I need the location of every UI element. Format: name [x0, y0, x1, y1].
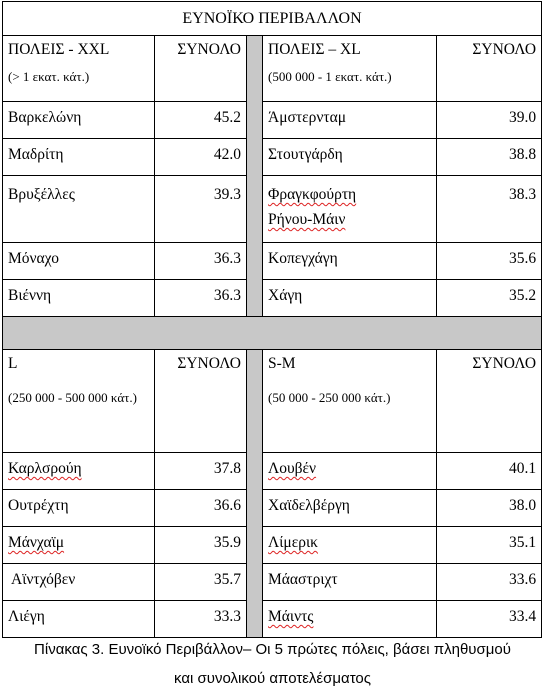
gray-separator-band	[3, 317, 542, 350]
value-cell: 39.0	[437, 102, 542, 139]
table-caption-line-2: και συνολικού αποτελέσματος	[174, 670, 371, 687]
city-cell: Βρυξέλλες	[3, 176, 155, 243]
value-cell: 35.2	[437, 280, 542, 317]
value-cell: 38.3	[437, 176, 542, 243]
city-cell: Ουτρέχτη	[3, 490, 155, 527]
city-cell: Μάαστριχτ	[263, 564, 437, 601]
city-cell: Βαρκελώνη	[3, 102, 155, 139]
value-cell: 42.0	[155, 139, 247, 176]
city-cell: Βιέννη	[3, 280, 155, 317]
city-line-1: Φραγκφούρτη	[268, 186, 357, 203]
city-cell: Μάνχαϊμ	[3, 527, 155, 564]
range-sm: (50 000 - 250 000 κάτ.)	[268, 390, 391, 405]
value-cell: 36.6	[155, 490, 247, 527]
range-xxl: (> 1 εκατ. κάτ.)	[8, 69, 90, 84]
city-cell: Στουτγάρδη	[263, 139, 437, 176]
header-cell-l	[3, 350, 155, 453]
city-cell: Μάιντς	[263, 601, 437, 638]
value-cell: 35.9	[155, 527, 247, 564]
city-line-2: Ρήνου-Μάιν	[268, 211, 346, 228]
header-cell-sm	[263, 350, 437, 453]
value-cell: 35.1	[437, 527, 542, 564]
table-title: ΕΥΝΟΪΚΟ ΠΕΡΙΒΑΛΛΟΝ	[3, 2, 542, 36]
total-header-xxl: ΣΥΝΟΛΟ	[155, 36, 247, 102]
value-cell: 39.3	[155, 176, 247, 243]
favorable-environment-table	[2, 1, 542, 638]
value-cell: 35.7	[155, 564, 247, 601]
value-cell: 33.3	[155, 601, 247, 638]
category-sm: S-M	[268, 355, 296, 372]
city-cell: Άμστερνταμ	[263, 102, 437, 139]
total-header-l: ΣΥΝΟΛΟ	[155, 350, 247, 453]
header-cell-xxl	[3, 36, 155, 102]
value-cell: 36.3	[155, 280, 247, 317]
value-cell: 35.6	[437, 243, 542, 280]
gray-divider-top	[247, 36, 263, 317]
city-cell: Καρλσρούη	[3, 453, 155, 490]
city-cell	[263, 176, 437, 243]
total-header-sm: ΣΥΝΟΛΟ	[437, 350, 542, 453]
gray-divider-bottom	[247, 350, 263, 638]
city-cell: Κοπεγχάγη	[263, 243, 437, 280]
value-cell: 37.8	[155, 453, 247, 490]
table-caption-line-1: Πίνακας 3. Ευνοϊκό Περιβάλλον– Οι 5 πρώτες πόλεις, βάσει πληθυσμού	[34, 641, 511, 658]
value-cell: 40.1	[437, 453, 542, 490]
city-cell: Χάγη	[263, 280, 437, 317]
value-cell: 38.8	[437, 139, 542, 176]
value-cell: 36.3	[155, 243, 247, 280]
value-cell: 33.4	[437, 601, 542, 638]
category-xxl: ΠΟΛΕΙΣ - XXL	[8, 41, 110, 58]
category-xl: ΠΟΛΕΙΣ – XL	[268, 41, 361, 58]
city-cell: Μαδρίτη	[3, 139, 155, 176]
value-cell: 38.0	[437, 490, 542, 527]
range-xl: (500 000 - 1 εκατ. κάτ.)	[268, 69, 392, 84]
value-cell: 45.2	[155, 102, 247, 139]
range-l: (250 000 - 500 000 κάτ.)	[8, 390, 137, 405]
value-cell: 33.6	[437, 564, 542, 601]
city-cell: Χαϊδελβέργη	[263, 490, 437, 527]
city-cell: Λίμερικ	[263, 527, 437, 564]
category-l: L	[8, 355, 18, 372]
city-cell: Αϊντχόβεν	[3, 564, 155, 601]
total-header-xl: ΣΥΝΟΛΟ	[437, 36, 542, 102]
city-cell: Μόναχο	[3, 243, 155, 280]
header-cell-xl	[263, 36, 437, 102]
city-cell: Λιέγη	[3, 601, 155, 638]
city-cell: Λουβέν	[263, 453, 437, 490]
